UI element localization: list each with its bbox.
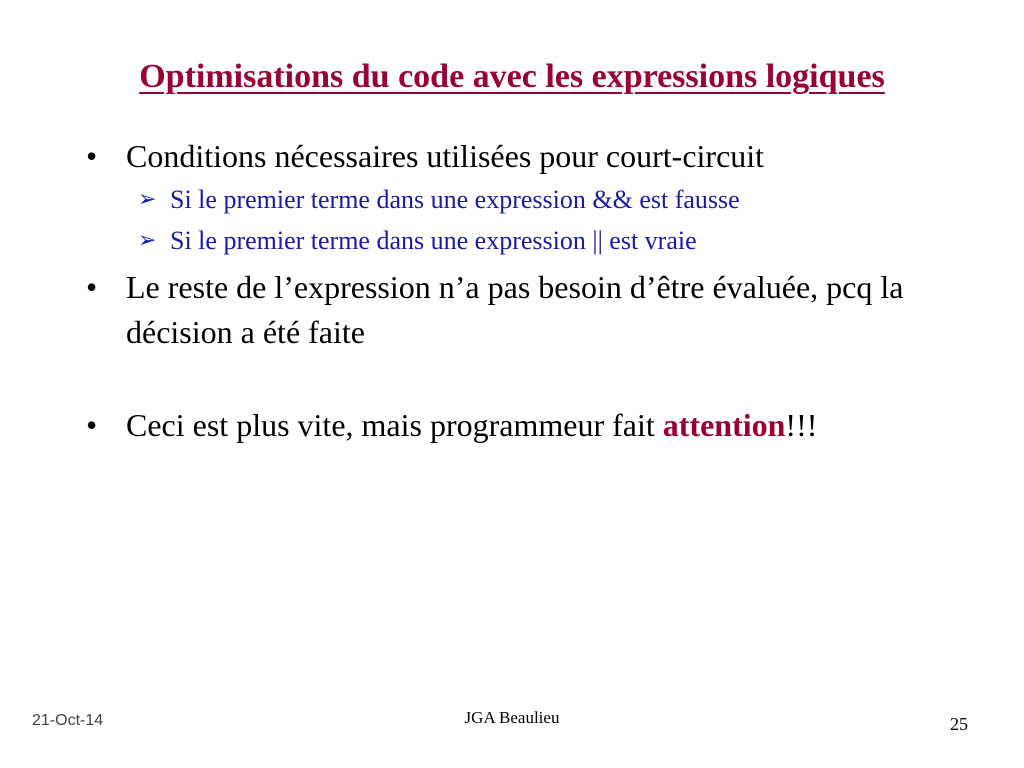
bullet-text-before: Ceci est plus vite, mais programmeur fait xyxy=(126,407,663,443)
footer-date: 21-Oct-14 xyxy=(32,712,104,729)
bullet-icon: • xyxy=(86,269,98,305)
sub-bullet-item xyxy=(86,179,986,220)
page-number: 25 xyxy=(950,714,968,734)
bullet-text: Conditions nécessaires utilisées pour court-circuit xyxy=(126,138,765,174)
bullet-item xyxy=(86,265,986,355)
slide-content xyxy=(86,134,986,448)
bullet-icon: • xyxy=(86,138,98,174)
bullet-icon: • xyxy=(86,407,98,443)
sub-bullet-text: Si le premier terme dans une expression || est vraie xyxy=(170,226,697,255)
bullet-text: Le reste de l’expression n’a pas besoin d’être évaluée, pcq la décision a été faite xyxy=(126,269,904,350)
bullet-text-after: !!! xyxy=(785,407,818,443)
footer-author: JGA Beaulieu xyxy=(464,708,560,727)
sub-bullet-text: Si le premier terme dans une expression && est fausse xyxy=(170,185,740,214)
emphasis-text: attention xyxy=(662,407,786,443)
arrow-bullet-icon: ➢ xyxy=(138,187,157,212)
slide-title: Optimisations du code avec les expressions logiques xyxy=(139,58,885,95)
bullet-item xyxy=(86,403,986,448)
sub-bullet-item xyxy=(86,220,986,261)
arrow-bullet-icon: ➢ xyxy=(138,228,157,253)
bullet-item xyxy=(86,134,986,179)
